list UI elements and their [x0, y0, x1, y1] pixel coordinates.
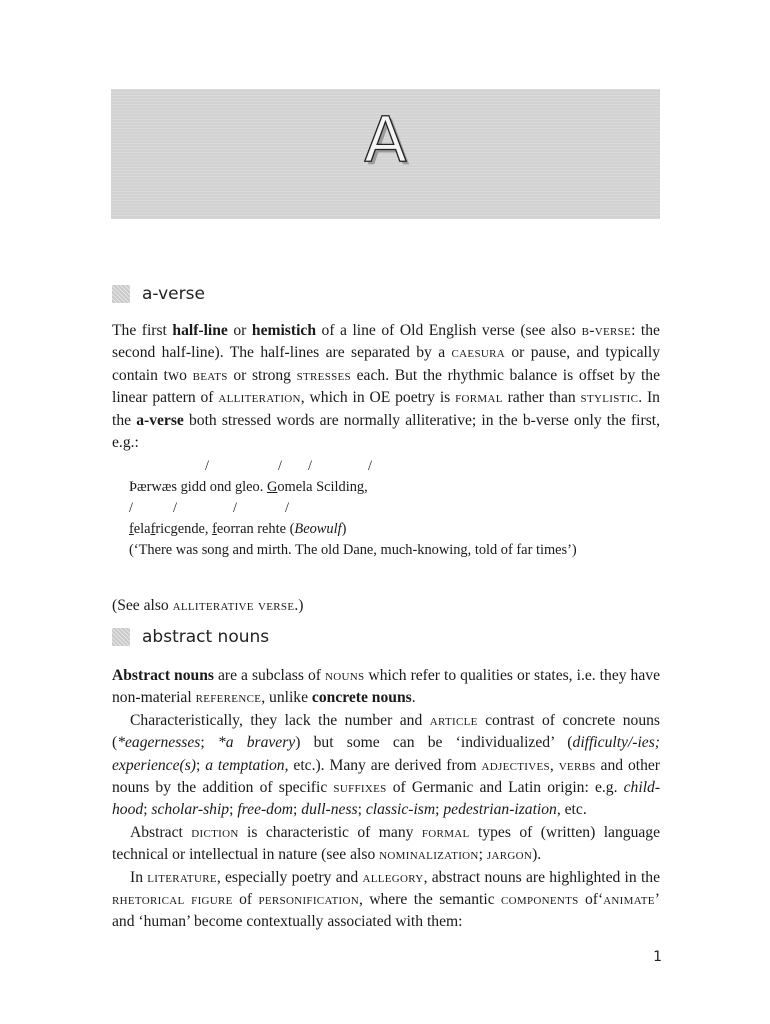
- cross-reference: verbs: [558, 756, 596, 774]
- stress-mark: /: [129, 500, 133, 516]
- cross-reference: caesura: [451, 344, 505, 362]
- entry-title: abstract nouns: [142, 627, 270, 647]
- entry-abstract-nouns-body: [112, 665, 660, 934]
- verse-translation: (‘There was song and mirth. The old Dane, much-knowing, told of far times’): [129, 542, 577, 558]
- page-number: 1: [653, 949, 662, 965]
- cross-reference: alliteration: [218, 389, 301, 407]
- paragraph: Characteristically, they lack the number and article contrast of concrete nouns (*eagernesses; *a bravery) but some can be ‘individualized’ (difficulty/-ies; experience(s); a temptation, etc.). Many are derived from adjectives, verbs and other nouns by the addition of specific suffixes of Germanic and Latin origin: e.g. child-hood; scholar-ship; free-dom; dull-ness; classic-ism; pedestrian-ization, etc.: [112, 711, 661, 819]
- stress-marks-row: [129, 456, 669, 477]
- cross-reference: formal: [421, 823, 470, 841]
- cross-reference: stylistic: [580, 389, 639, 407]
- paragraph: In literature, especially poetry and allegory, abstract nouns are highlighted in the rhetorical figure of personification, where the semantic components of‘animate’ and ‘human’ become contextually associated with them:: [112, 868, 660, 931]
- cross-reference: components: [501, 891, 579, 909]
- cross-reference: stresses: [296, 366, 351, 384]
- cross-reference: nominalization: [379, 846, 479, 864]
- stress-mark: /: [368, 458, 372, 474]
- verse-line-1: Þærwæs gidd ond gleo. Gomela Scilding,: [129, 479, 368, 495]
- cross-reference: allegory: [362, 868, 424, 886]
- cross-reference: nouns: [325, 667, 365, 684]
- paragraph: Abstract diction is characteristic of many formal types of (written) language technical or intellectual in nature (see also nominalization; jargon).: [112, 823, 661, 864]
- entry-title: a-verse: [142, 284, 205, 304]
- entry-heading-abstract-nouns: [112, 627, 269, 647]
- heading-marker-icon: [112, 628, 130, 646]
- cross-reference: alliterative verse: [172, 597, 295, 614]
- cross-reference: beats: [192, 366, 228, 384]
- stress-mark: /: [205, 458, 209, 474]
- cross-reference: personification: [258, 891, 359, 909]
- verse-line-2: felafricgende, feorran rehte (Beowulf): [129, 521, 347, 537]
- paragraph: Abstract nouns are a subclass of nouns which refer to qualities or states, i.e. they have non-material reference, unlike concrete nouns.: [112, 667, 660, 707]
- cross-reference: rhetorical figure: [112, 891, 233, 909]
- chapter-letter: A: [364, 103, 407, 176]
- cross-reference: animate: [603, 891, 655, 909]
- stress-mark: /: [173, 500, 177, 516]
- entry-a-verse-body: The first half-line or hemistich of a line of Old English verse (see also b-verse: the second half-line). The half-lines are separated by a caesura or pause, and typically contain two beats or strong stresses each. But the rhythmic balance is offset by the linear pattern of alliteration, which in OE poetry is formal rather than stylistic. In the a-verse both stressed words are normally alliterative; in the b-verse only the first, e.g.:: [112, 322, 660, 452]
- cross-reference: suffixes: [333, 779, 387, 797]
- cross-reference: literature: [147, 868, 217, 886]
- stress-mark: /: [285, 500, 289, 516]
- cross-reference: b-verse: [581, 322, 632, 339]
- stress-mark: /: [233, 500, 237, 516]
- entry-heading-a-verse: [112, 284, 205, 304]
- heading-marker-icon: [112, 285, 130, 303]
- cross-reference: article: [429, 711, 478, 729]
- chapter-banner: [111, 89, 660, 219]
- cross-reference: jargon: [486, 846, 533, 864]
- cross-reference: reference: [195, 689, 262, 707]
- cross-reference: diction: [191, 823, 239, 841]
- cross-reference: adjectives: [481, 756, 550, 774]
- stress-mark: /: [308, 458, 312, 474]
- stress-mark: /: [278, 458, 282, 474]
- see-also-line: (See also alliterative verse.): [112, 597, 304, 614]
- verse-example: [129, 456, 669, 561]
- stress-marks-row: [129, 498, 669, 519]
- cross-reference: formal: [455, 389, 503, 407]
